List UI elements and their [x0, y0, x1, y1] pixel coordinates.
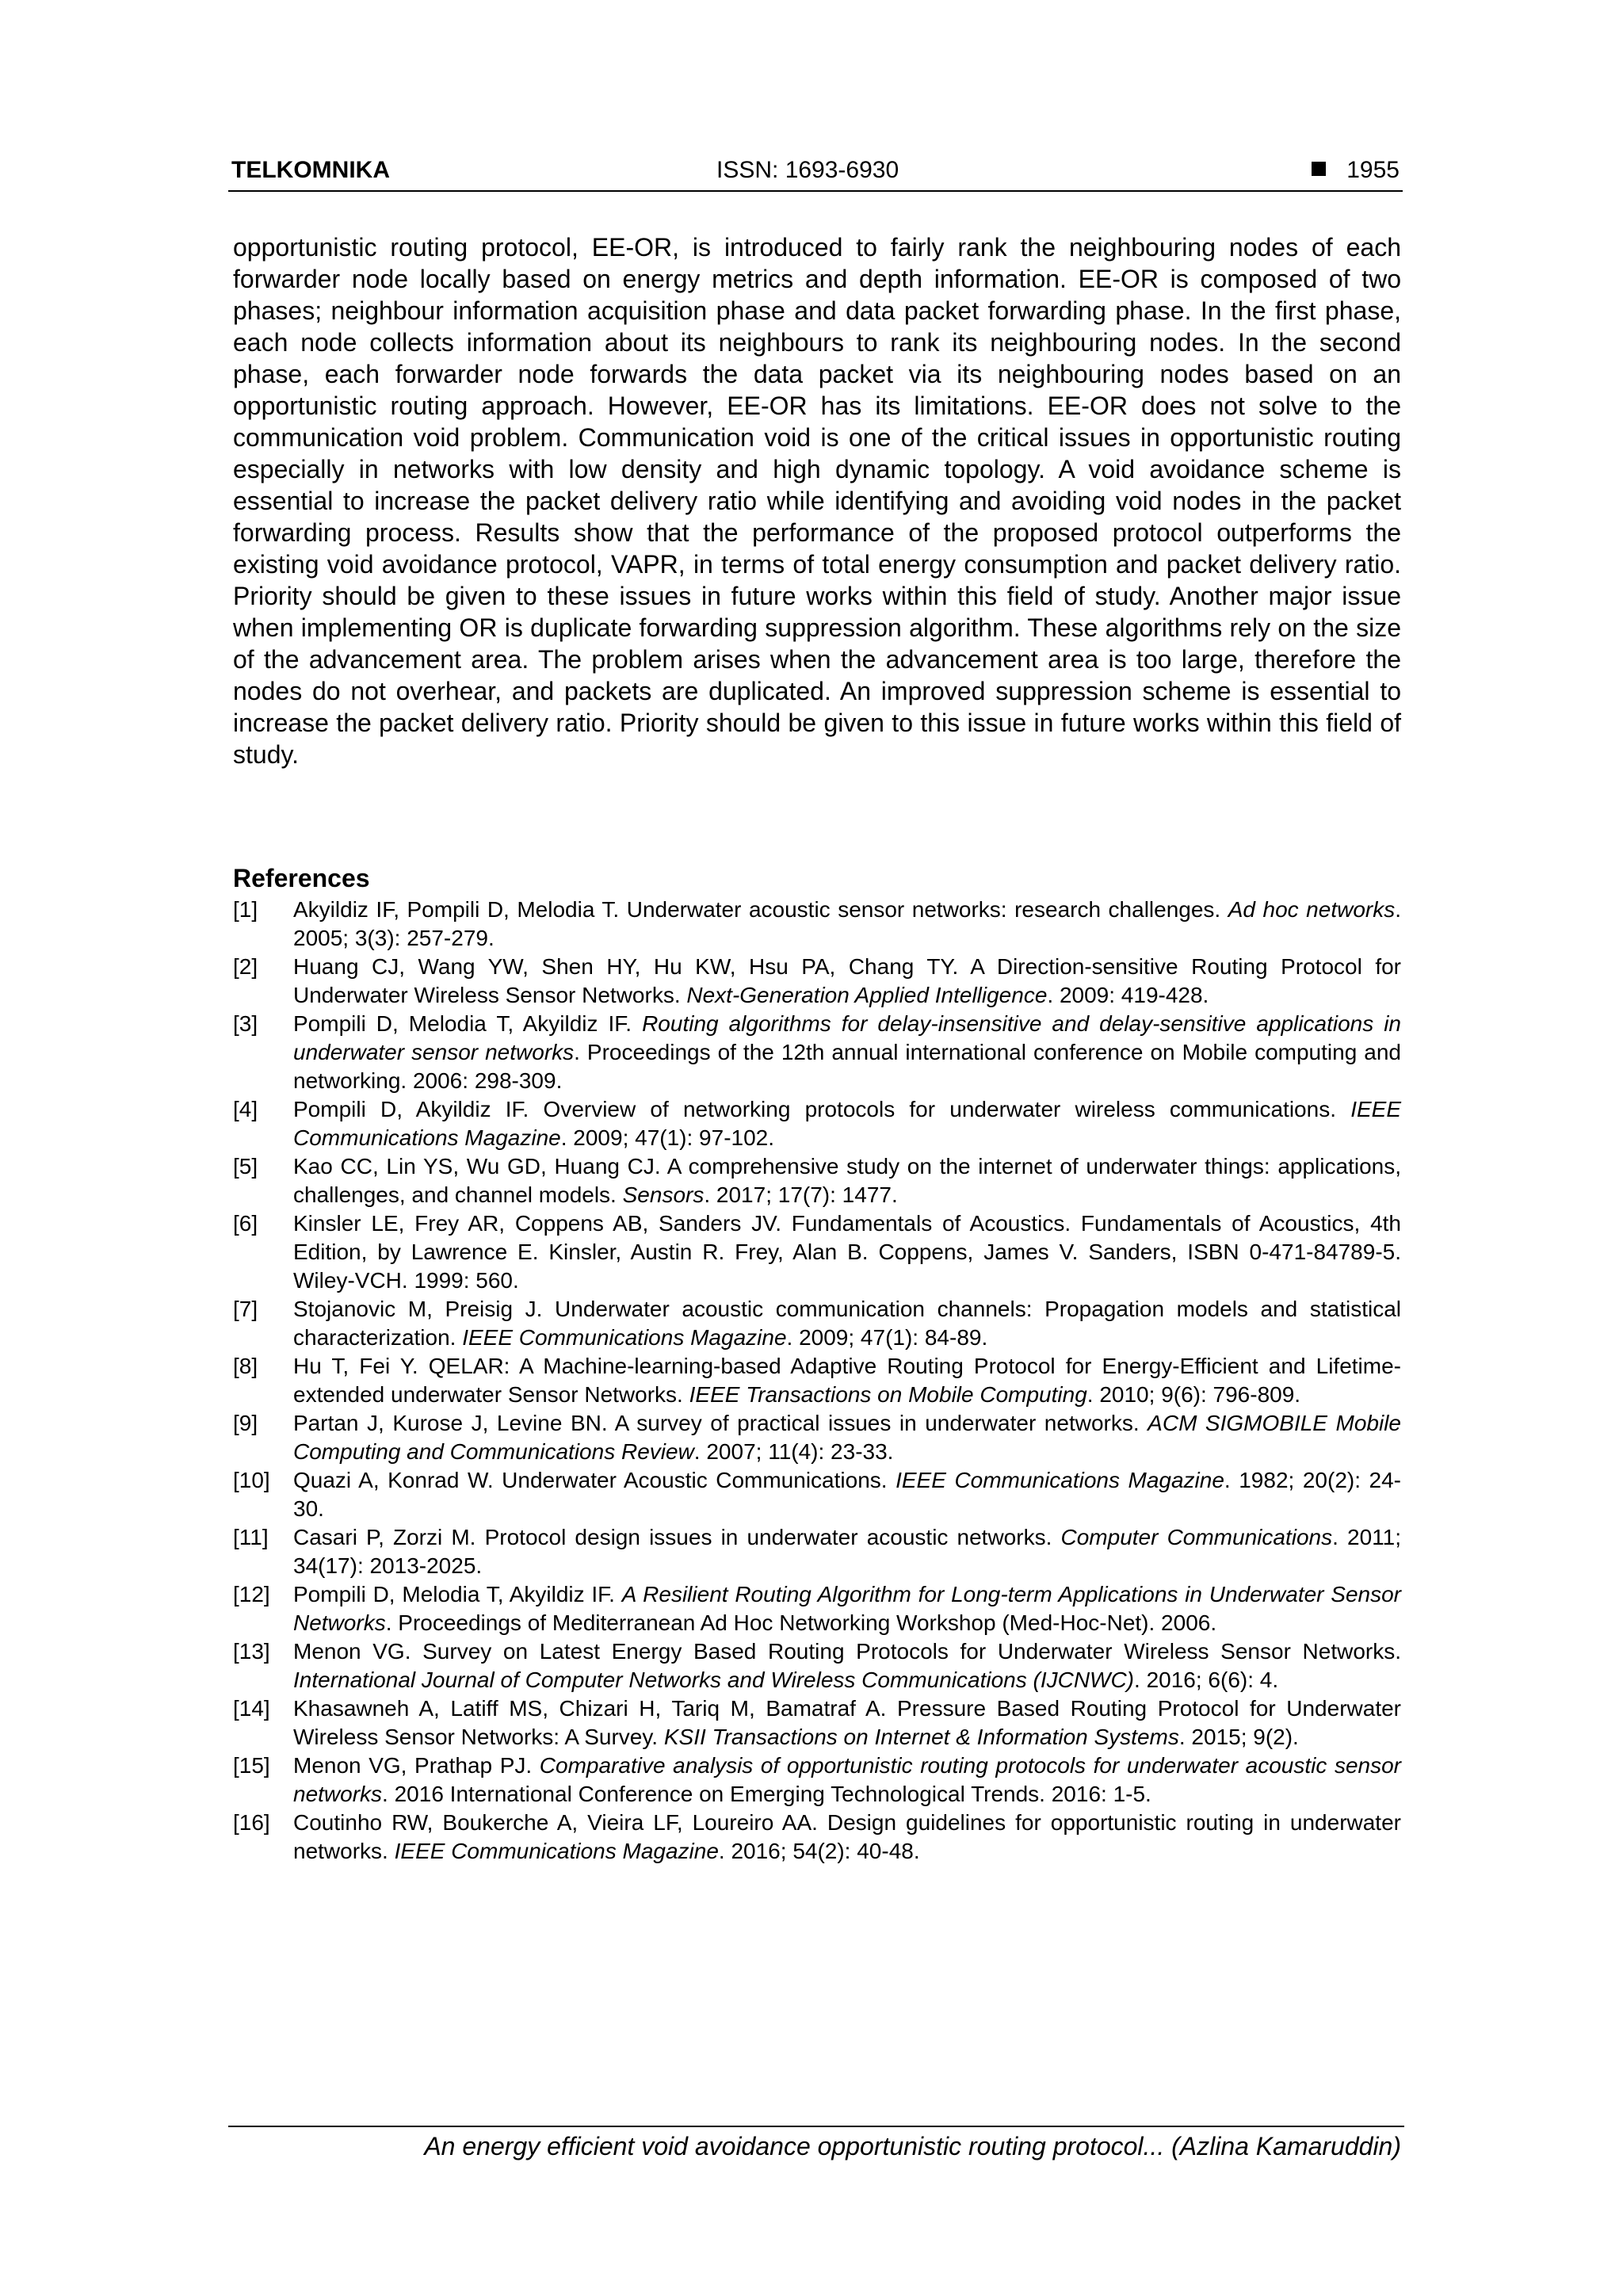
- reference-number: [4]: [233, 1097, 258, 1121]
- reference-source: IEEE Communications Magazine: [394, 1839, 719, 1863]
- reference-source: Sensors: [622, 1182, 705, 1207]
- reference-source: A Resilient Routing Algorithm for Long-term Applications in Underwater Sensor Networks: [293, 1582, 1401, 1635]
- reference-item: [233, 1095, 1401, 1152]
- reference-text: Pompili D, Melodia T, Akyildiz IF. Routing algorithms for delay-insensitive and delay-sensitive applications in underwater sensor networks. Proceedings of the 12th annual international conference on Mobile computing and networking. 2006: 298-309.: [293, 1011, 1402, 1093]
- reference-source: IEEE Communications Magazine: [462, 1325, 787, 1350]
- reference-item: [233, 1409, 1401, 1466]
- reference-text: Kinsler LE, Frey AR, Coppens AB, Sanders JV. Fundamentals of Acoustics. Fundamentals of Acoustics, 4th Edition, by Lawrence E. Kinsler, Austin R. Frey, Alan B. Coppens, James V. Sanders, ISBN 0-471-84789-5. Wiley-VCH. 1999: 560.: [293, 1211, 1401, 1293]
- reference-number: [7]: [233, 1297, 258, 1321]
- reference-number: [13]: [233, 1639, 270, 1664]
- reference-number: [11]: [233, 1525, 269, 1549]
- reference-item: [233, 1466, 1401, 1523]
- journal-name: TELKOMNIKA: [231, 157, 390, 183]
- reference-number: [12]: [233, 1582, 270, 1606]
- reference-list: [233, 896, 1401, 1866]
- reference-item: [233, 1694, 1401, 1752]
- reference-text: Coutinho RW, Boukerche A, Vieira LF, Loureiro AA. Design guidelines for opportunistic routing in underwater networks. IEEE Communications Magazine. 2016; 54(2): 40-48.: [293, 1810, 1401, 1863]
- reference-item: [233, 1580, 1401, 1637]
- reference-number: [3]: [233, 1011, 258, 1036]
- reference-text: Partan J, Kurose J, Levine BN. A survey of practical issues in underwater networks. ACM SIGMOBILE Mobile Computing and Communications Review. 2007; 11(4): 23-33.: [293, 1411, 1401, 1464]
- reference-text: Khasawneh A, Latiff MS, Chizari H, Tariq M, Bamatraf A. Pressure Based Routing Protocol for Underwater Wireless Sensor Networks: A Survey. KSII Transactions on Internet & Information Systems. 2015; 9(2).: [293, 1696, 1401, 1749]
- reference-item: [233, 1152, 1401, 1209]
- body-paragraph: opportunistic routing protocol, EE-OR, is introduced to fairly rank the neighbouring nodes of each forwarder node locally based on energy metrics and depth information. EE-OR is composed of two phases; neighbour information acquisition phase and data packet forwarding phase. In the first phase, each node collects information about its neighbours to rank its neighbouring nodes. In the second phase, each forwarder node forwards the data packet via its neighbouring nodes based on an opportunistic routing approach. However, EE-OR has its limitations. EE-OR does not solve to the communication void problem. Communication void is one of the critical issues in opportunistic routing especially in networks with low density and high dynamic topology. A void avoidance scheme is essential to increase the packet delivery ratio while identifying and avoiding void nodes in the packet forwarding process. Results show that the performance of the proposed protocol outperforms the existing void avoidance protocol, VAPR, in terms of total energy consumption and packet delivery ratio. Priority should be given to these issues in future works within this field of study. Another major issue when implementing OR is duplicate forwarding suppression algorithm. These algorithms rely on the size of the advancement area. The problem arises when the advancement area is too large, therefore the nodes do not overhear, and packets are duplicated. An improved suppression scheme is essential to increase the packet delivery ratio. Priority should be given to this issue in future works within this field of study.: [233, 233, 1401, 769]
- reference-item: [233, 1523, 1401, 1580]
- reference-source: Comparative analysis of opportunistic routing protocols for underwater acoustic sensor networks: [293, 1753, 1401, 1806]
- reference-source: Next-Generation Applied Intelligence: [686, 983, 1048, 1007]
- reference-source: IEEE Transactions on Mobile Computing: [689, 1382, 1087, 1407]
- footer-divider: [228, 2126, 1404, 2127]
- reference-source: International Journal of Computer Networks and Wireless Communications (IJCNWC): [293, 1668, 1135, 1692]
- reference-text: Huang CJ, Wang YW, Shen HY, Hu KW, Hsu PA, Chang TY. A Direction-sensitive Routing Protocol for Underwater Wireless Sensor Networks. Next-Generation Applied Intelligence. 2009: 419-428.: [293, 954, 1401, 1007]
- reference-text: Casari P, Zorzi M. Protocol design issues in underwater acoustic networks. Computer Communications. 2011; 34(17): 2013-2025.: [293, 1525, 1401, 1578]
- reference-number: [5]: [233, 1154, 258, 1179]
- square-bullet-icon: [1312, 162, 1326, 176]
- reference-source: IEEE Communications Magazine: [293, 1097, 1401, 1150]
- reference-item: [233, 1637, 1401, 1694]
- reference-text: Menon VG, Prathap PJ. Comparative analysis of opportunistic routing protocols for underwater acoustic sensor networks. 2016 International Conference on Emerging Technological Trends. 2016: 1-5.: [293, 1753, 1401, 1806]
- reference-text: Pompili D, Akyildiz IF. Overview of networking protocols for underwater wireless communications. IEEE Communications Magazine. 2009; 47(1): 97-102.: [293, 1097, 1401, 1150]
- reference-item: [233, 1809, 1401, 1866]
- references-heading: References: [233, 864, 370, 892]
- reference-item: [233, 1752, 1401, 1809]
- reference-text: Hu T, Fei Y. QELAR: A Machine-learning-based Adaptive Routing Protocol for Energy-Efficient and Lifetime-extended underwater Sensor Networks. IEEE Transactions on Mobile Computing. 2010; 9(6): 796-809.: [293, 1354, 1401, 1407]
- running-footer: An energy efficient void avoidance opportunistic routing protocol... (Azlina Kamaruddin): [424, 2132, 1401, 2160]
- reference-number: [10]: [233, 1468, 270, 1492]
- reference-text: Pompili D, Melodia T, Akyildiz IF. A Resilient Routing Algorithm for Long-term Applications in Underwater Sensor Networks. Proceedings of Mediterranean Ad Hoc Networking Workshop (Med-Hoc-Net). 2006.: [293, 1582, 1401, 1635]
- page-number-text: 1955: [1346, 157, 1400, 183]
- reference-number: [8]: [233, 1354, 258, 1378]
- reference-source: ACM SIGMOBILE Mobile Computing and Communications Review: [293, 1411, 1401, 1464]
- reference-number: [9]: [233, 1411, 258, 1435]
- page-header: [228, 155, 1403, 192]
- reference-source: Computer Communications: [1060, 1525, 1333, 1549]
- reference-text: Akyildiz IF, Pompili D, Melodia T. Underwater acoustic sensor networks: research challenges. Ad hoc networks. 2005; 3(3): 257-279.: [293, 897, 1402, 950]
- reference-item: [233, 896, 1401, 953]
- reference-number: [6]: [233, 1211, 258, 1236]
- reference-source: Routing algorithms for delay-insensitive and delay-sensitive applications in underwater sensor networks: [293, 1011, 1402, 1064]
- reference-item: [233, 953, 1401, 1010]
- issn: ISSN: 1693-6930: [716, 157, 899, 183]
- reference-source: KSII Transactions on Internet & Information Systems: [663, 1725, 1179, 1749]
- reference-item: [233, 1295, 1401, 1352]
- reference-item: [233, 1010, 1401, 1095]
- reference-number: [1]: [233, 897, 258, 922]
- reference-number: [14]: [233, 1696, 270, 1721]
- reference-number: [2]: [233, 954, 258, 979]
- reference-text: Stojanovic M, Preisig J. Underwater acoustic communication channels: Propagation models and statistical characterization. IEEE Communications Magazine. 2009; 47(1): 84-89.: [293, 1297, 1401, 1350]
- reference-source: Ad hoc networks: [1228, 897, 1396, 922]
- reference-number: [16]: [233, 1810, 270, 1835]
- reference-text: Quazi A, Konrad W. Underwater Acoustic Communications. IEEE Communications Magazine. 1982; 20(2): 24-30.: [293, 1468, 1401, 1521]
- reference-number: [15]: [233, 1753, 270, 1778]
- reference-source: IEEE Communications Magazine: [896, 1468, 1224, 1492]
- reference-item: [233, 1352, 1401, 1409]
- reference-text: Menon VG. Survey on Latest Energy Based Routing Protocols for Underwater Wireless Sensor Networks. International Journal of Computer Networks and Wireless Communications (IJCNWC). 2016; 6(6): 4.: [293, 1639, 1401, 1692]
- reference-item: [233, 1209, 1401, 1295]
- page-number: [1312, 157, 1400, 184]
- reference-text: Kao CC, Lin YS, Wu GD, Huang CJ. A comprehensive study on the internet of underwater things: applications, challenges, and channel models. Sensors. 2017; 17(7): 1477.: [293, 1154, 1401, 1207]
